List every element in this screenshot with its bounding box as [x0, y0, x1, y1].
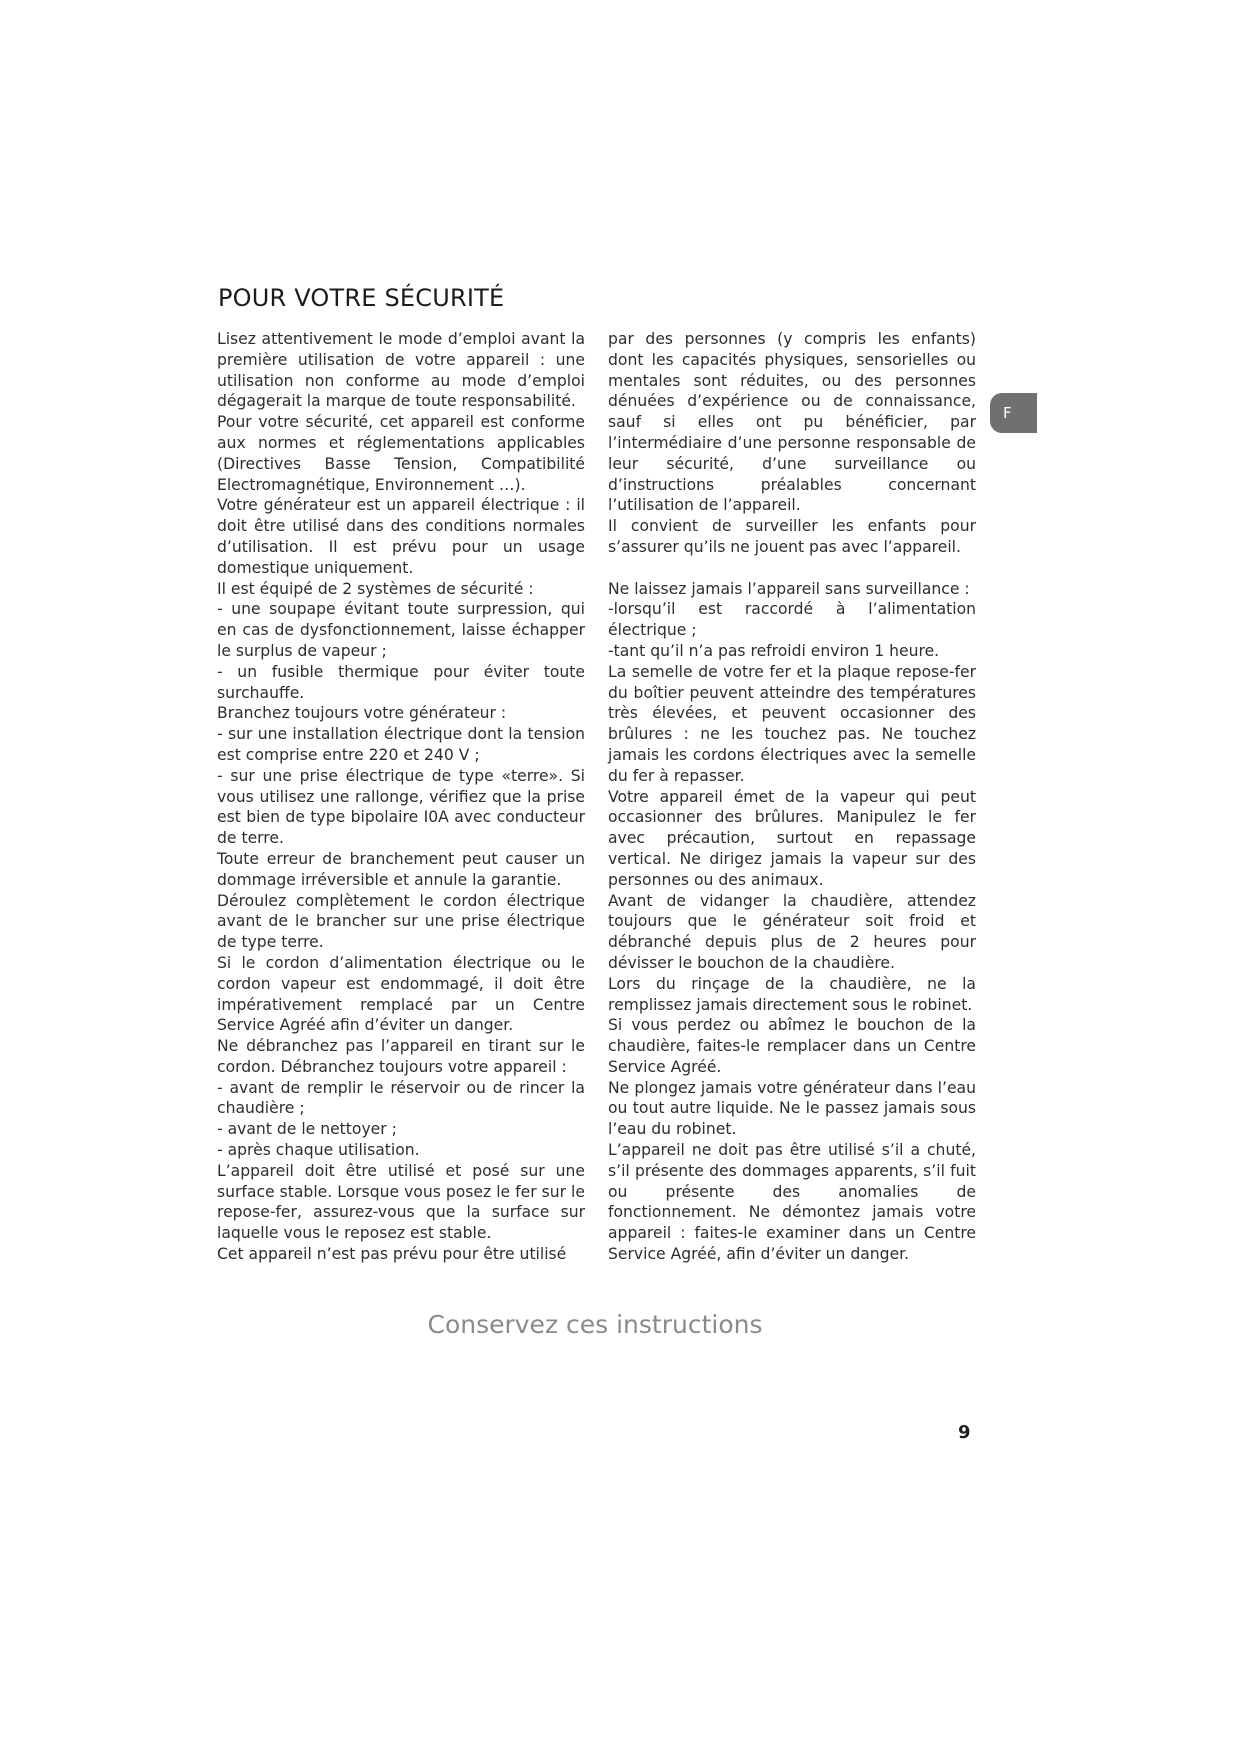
page-number: 9: [958, 1422, 971, 1443]
list-item: -tant qu’il n’a pas refroidi environ 1 heure.: [608, 641, 940, 660]
page-title: POUR VOTRE SÉCURITÉ: [218, 284, 505, 312]
list-item: -lorsqu’il est raccordé à l’alimentation électrique ;: [608, 600, 976, 640]
list-item: - avant de le nettoyer ;: [217, 1120, 397, 1139]
paragraph: Ne laissez jamais l’appareil sans surveillance :: [608, 579, 970, 598]
paragraph: par des personnes (y compris les enfants) dont les capacités physiques, sensorielles ou mentales sont réduites, ou des personnes dénuées d’expérience ou de connaissance, sauf si elles ont pu bénéficier, par l’intermédiaire d’une personne responsable de leur sécurité, d’une surveillance ou d’instructions préalables concernant l’utilisation de l’appareil.: [608, 330, 976, 515]
paragraph: Lisez attentivement le mode d’emploi avant la première utilisation de votre appareil : une utilisation non conforme au mode d’emploi dégagerait la marque de toute responsabilité.: [217, 330, 585, 411]
paragraph: Ne plongez jamais votre générateur dans l’eau ou tout autre liquide. Ne le passez jamais sous l’eau du robinet.: [608, 1078, 976, 1139]
paragraph: Votre générateur est un appareil électrique : il doit être utilisé dans des conditions normales d’utilisation. Il est prévu pour un usage domestique uniquement.: [217, 496, 585, 577]
list-item: - sur une prise électrique de type «terre». Si vous utilisez une rallonge, vérifiez que la prise est bien de type bipolaire I0A avec conducteur de terre.: [217, 766, 585, 848]
paragraph: Ne débranchez pas l’appareil en tirant sur le cordon. Débranchez toujours votre appareil :: [217, 1037, 585, 1076]
paragraph: Pour votre sécurité, cet appareil est conforme aux normes et réglementations applicables (Directives Basse Tension, Compatibilité Electromagnétique, Environnement …).: [217, 413, 585, 494]
paragraph: Lors du rinçage de la chaudière, ne la remplissez jamais directement sous le robinet.: [608, 974, 976, 1014]
paragraph: L’appareil ne doit pas être utilisé s’il a chuté, s’il présente des dommages apparents, s’il fuit ou présente des anomalies de fonctionnement. Ne démontez jamais votre appareil : faites-le examiner dans un Centre Service Agréé, afin d’éviter un danger.: [608, 1141, 976, 1264]
footer-note: Conservez ces instructions: [427, 1310, 763, 1339]
paragraph: Cet appareil n’est pas prévu pour être utilisé: [217, 1245, 567, 1264]
right-column: [608, 329, 976, 1265]
left-column: [217, 329, 585, 1265]
paragraph: Toute erreur de branchement peut causer un dommage irréversible et annule la garantie.: [217, 849, 585, 889]
paragraph: Si le cordon d’alimentation électrique ou le cordon vapeur est endommagé, il doit être impérativement remplacé par un Centre Service Agréé afin d’éviter un danger.: [217, 953, 585, 1035]
paragraph: L’appareil doit être utilisé et posé sur une surface stable. Lorsque vous posez le fer sur le repose-fer, assurez-vous que la surface sur laquelle vous le reposez est stable.: [217, 1161, 585, 1243]
list-item: - un fusible thermique pour éviter toute surchauffe.: [217, 662, 585, 702]
list-item: - avant de remplir le réservoir ou de rincer la chaudière ;: [217, 1078, 585, 1118]
paragraph: Avant de vidanger la chaudière, attendez toujours que le générateur soit froid et débranché depuis plus de 2 heures pour dévisser le bouchon de la chaudière.: [608, 891, 976, 972]
paragraph: Votre appareil émet de la vapeur qui peut occasionner des brûlures. Manipulez le fer avec précaution, surtout en repassage vertical. Ne dirigez jamais la vapeur sur des personnes ou des animaux.: [608, 787, 976, 889]
language-tab: F: [990, 393, 1037, 433]
list-item: - une soupape évitant toute surpression, qui en cas de dysfonctionnement, laisse échapper le surplus de vapeur ;: [217, 600, 585, 660]
paragraph: Il est équipé de 2 systèmes de sécurité :: [217, 579, 534, 598]
list-item: - après chaque utilisation.: [217, 1141, 420, 1160]
paragraph: La semelle de votre fer et la plaque repose-fer du boîtier peuvent atteindre des températures très élevées, et peuvent occasionner des brûlures : ne les touchez pas. Ne touchez jamais les cordons électriques avec la semelle du fer à repasser.: [608, 662, 976, 785]
paragraph: Branchez toujours votre générateur :: [217, 704, 507, 723]
list-item: - sur une installation électrique dont la tension est comprise entre 220 et 240 V ;: [217, 725, 585, 764]
paragraph: Il convient de surveiller les enfants pour s’assurer qu’ils ne jouent pas avec l’appareil.: [608, 517, 976, 556]
paragraph: Si vous perdez ou abîmez le bouchon de la chaudière, faites-le remplacer dans un Centre Service Agréé.: [608, 1016, 976, 1076]
paragraph: Déroulez complètement le cordon électrique avant de le brancher sur une prise électrique de type terre.: [217, 891, 585, 952]
